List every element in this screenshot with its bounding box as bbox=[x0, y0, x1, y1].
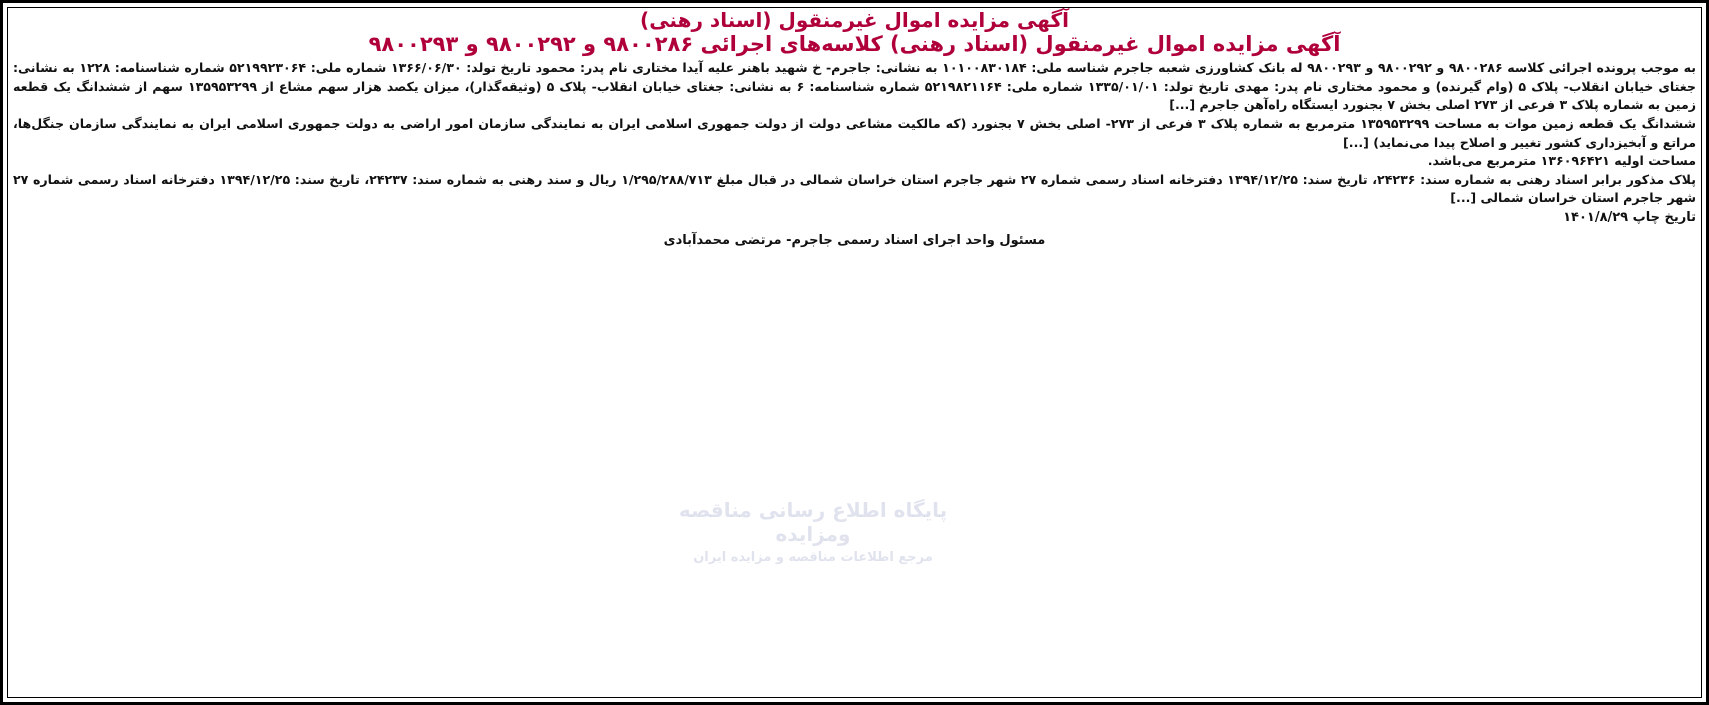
print-date: تاریخ چاپ ۱۴۰۱/۸/۲۹ bbox=[1563, 209, 1696, 225]
notice-title: آگهی مزایده اموال غیرمنقول (اسناد رهنی) bbox=[640, 8, 1069, 32]
site-watermark bbox=[643, 498, 983, 568]
watermark-line1: پایگاه اطلاع رسانی مناقصه ومزایده bbox=[678, 498, 948, 546]
land-description-paragraph: ششدانگ یک قطعه زمین موات به مساحت ۱۳۵۹۵۳۲۹۹ مترمربع به شماره پلاک ۳ فرعی از ۲۷۳- اصلی بخش ۷ بجنورد (که مالکیت مشاعی دولت از دولت جمهوری اسلامی ایران به نمایندگی سازمان امور اراضی به دولت جمهوری اسلامی ایران به نمایندگی سازمان جنگل‌ها، مراتع و آبخیزداری کشور تغییر و اصلاح پیدا می‌نماید) [...] bbox=[13, 115, 1697, 150]
auction-terms-paragraph: پلاک مذکور برابر اسناد رهنی به شماره سند: ۲۴۲۳۶، تاریخ سند: ۱۳۹۴/۱۲/۲۵ دفترخانه اسناد رسمی شماره ۲۷ شهر جاجرم استان خراسان شمالی در قبال مبلغ ۱/۲۹۵/۲۸۸/۷۱۳ ریال و سند رهنی به شماره سند: ۲۴۲۳۷، تاریخ سند: ۱۳۹۴/۱۲/۲۵ دفترخانه اسناد رسمی شماره ۲۷ شهر جاجرم استان خراسان شمالی [...] bbox=[13, 171, 1696, 206]
watermark-line2: مرجع اطلاعات مناقصه و مزایده ایران bbox=[693, 550, 933, 565]
intro-paragraph: به موجب پرونده اجرائی کلاسه ۹۸۰۰۲۸۶ و ۹۸۰۰۲۹۲ و ۹۸۰۰۲۹۳ له بانک کشاورزی شعبه جاجرم شناسه ملی: ۱۰۱۰۰۸۳۰۱۸۴ به نشانی: جاجرم- خ شهید باهنر علیه آیدا مختاری نام پدر: محمود تاریخ تولد: ۱۳۶۶/۰۶/۳۰ شماره ملی: ۵۲۱۹۹۲۳۰۶۴ شماره شناسنامه: ۱۲۲۸ به نشانی: جغتای خیابان انقلاب- پلاک ۵ (وام گیرنده) و محمود مختاری نام پدر: مهدی تاریخ تولد: ۱۳۳۵/۰۱/۰۱ شماره ملی: ۵۲۱۹۸۲۱۱۶۴ شماره شناسنامه: ۶ به نشانی: جغتای خیابان انقلاب- پلاک ۵ (وثیقه‌گذار)، میزان یکصد هزار سهم مشاع از ۱۳۵۹۵۳۲۹۹ سهم از ششدانگ یک قطعه زمین به شماره پلاک ۳ فرعی از ۲۷۳ اصلی بخش ۷ بجنورد ایستگاه راه‌آهن جاجرم [...] bbox=[13, 60, 1696, 113]
signature-line: مسئول واحد اجرای اسناد رسمی جاجرم- مرتضی محمدآبادی bbox=[663, 232, 1046, 248]
notice-subtitle: آگهی مزایده اموال غیرمنقول (اسناد رهنی) کلاسه‌های اجرائی ۹۸۰۰۲۸۶ و ۹۸۰۰۲۹۲ و ۹۸۰۰۲۹۳ bbox=[368, 32, 1341, 56]
initial-area-paragraph: مساحت اولیه ۱۳۶۰۹۶۴۲۱ مترمربع می‌باشد. bbox=[1427, 153, 1696, 169]
